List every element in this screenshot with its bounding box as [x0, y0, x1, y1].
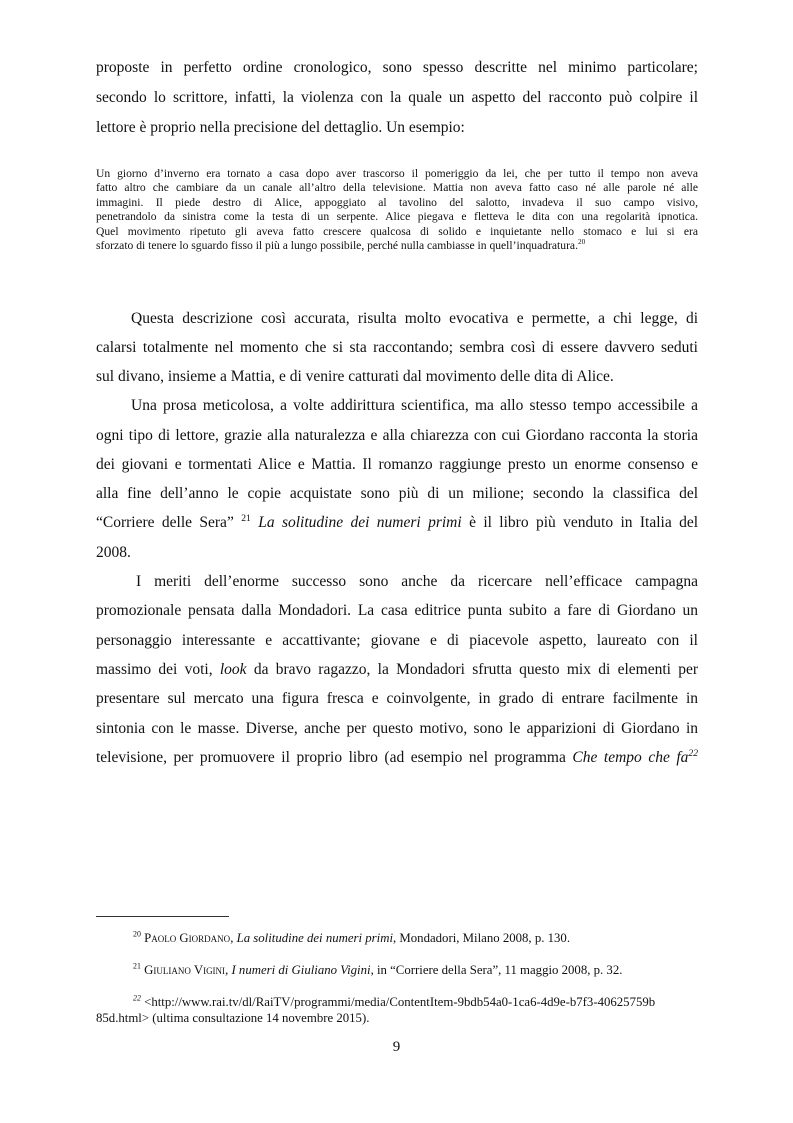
book-title: La solitudine dei numeri primi [258, 514, 462, 531]
body-line: Una prosa meticolosa, a volte addirittura scientifica, ma allo stesso tempo accessibile a [131, 397, 698, 414]
body-line: sul divano, insieme a Mattia, e di venire catturati dal movimento delle dita di Alice. [96, 368, 614, 385]
body-line: secondo lo scrittore, infatti, la violenza con la quale un aspetto del racconto può colpire il [96, 89, 698, 106]
footnote-title: La solitudine dei numeri primi [236, 931, 393, 945]
body-line: calarsi totalmente nel momento che si sta raccontando; sembra così di essere davvero seduti [96, 339, 698, 356]
quote-line: penetrandolo da sinistra come la testa di un serpente. Alice piegava e fletteva le dita con una regolarità ipnotica. [96, 210, 698, 223]
footnote-20: $^{20}$ Paolo Giordano, La solitudine dei numeri primi, Mondadori, Milano 2008, p. 130. [133, 929, 571, 945]
page-number: 9 [392, 1039, 401, 1055]
body-text: massimo dei voti, [96, 661, 213, 678]
footnote-details: , in “Corriere della Sera”, 11 maggio 2008, p. 32. [370, 963, 623, 977]
footnote-separator [96, 916, 229, 917]
body-line: promozionale pensata dalla Mondadori. La casa editrice punta subito a fare di Giordano un [96, 602, 698, 619]
footnote-number-text: 22 [133, 993, 141, 1003]
program-title-text: Che tempo che fa [572, 749, 689, 766]
body-line: sintonia con le masse. Diverse, anche per questo motivo, sono le apparizioni di Giordano in [96, 720, 698, 737]
body-line: dei giovani e tormentati Alice e Mattia. Il romanzo raggiunge presto un enorme consenso e [96, 456, 698, 473]
quote-line: fatto altro che cambiare da un canale all’altro della televisione. Mattia non aveva fatto caso né alle parole né alle [96, 181, 698, 194]
body-line-with-ref [96, 748, 698, 768]
body-line: ogni tipo di lettore, grazie alla naturalezza e alla chiarezza con cui Giordano racconta la storia [96, 427, 698, 444]
footnote-title: I numeri di Giuliano Vigini [231, 963, 371, 977]
quote-line-last [96, 239, 698, 253]
body-text: da bravo ragazzo, la Mondadori sfrutta questo mix di elementi per [253, 661, 699, 678]
emphasis: look [219, 661, 247, 678]
quote-text: sforzato di tenere lo sguardo fisso il più a lungo possibile, perché nulla cambiasse in quell’inquadratura. [96, 239, 578, 252]
footnote-22 [133, 994, 655, 1010]
footnote-details: , Mondadori, Milano 2008, p. 130. [393, 931, 571, 945]
footnote-21: $^{21}$ Giuliano Vigini, I numeri di Giuliano Vigini, in “Corriere della Sera”, 11 maggio 2008, p. 32. [133, 961, 623, 977]
footnote-ref-22[interactable]: 22 [688, 747, 699, 759]
footnote-number [133, 994, 141, 1003]
footnote-number: 21 [133, 961, 141, 971]
quote-line: Quel movimento ripetuto gli aveva fatto crescere qualcosa di solido e inquietante nello stomaco e lui si era [96, 225, 698, 238]
footnote-number: 20 [133, 929, 141, 939]
footnote-ref-20[interactable]: 20 [577, 238, 586, 247]
body-line: alla fine dell’anno le copie acquistate sono più di un milione; secondo la classifica del [96, 485, 698, 502]
footnote-ref-21[interactable]: 21 [241, 512, 251, 524]
quote-line: Un giorno d’inverno era tornato a casa dopo aver trascorso il pomeriggio da lei, che per tutto il tempo non aveva [96, 167, 698, 180]
footnote-url[interactable]: <http://www.rai.tv/dl/RaiTV/programmi/media/ContentItem-9bdb54a0-1ca6-4d9e-b7f3-40625759b [144, 995, 656, 1009]
body-line: 2008. [96, 544, 131, 561]
footnote-22-continuation: 85d.html> (ultima consultazione 14 novembre 2015). [96, 1011, 370, 1025]
body-line-with-ref [96, 513, 698, 533]
footnote-author: Giuliano Vigini [144, 963, 226, 977]
footnote-author: Paolo Giordano [144, 931, 231, 945]
program-title [572, 749, 698, 766]
body-text: televisione, per promuovere il proprio libro (ad esempio nel programma [96, 749, 566, 766]
quote-line: immagini. Il piede destro di Alice, appoggiato al tavolino del salotto, invadeva il suo campo visivo, [96, 196, 698, 209]
body-line: I meriti dell’enorme successo sono anche da ricercare nell’efficace campagna [136, 573, 698, 590]
body-line: Questa descrizione così accurata, risulta molto evocativa e permette, a chi legge, di [131, 310, 698, 327]
body-line: lettore è proprio nella precisione del dettaglio. Un esempio: [96, 119, 465, 136]
body-text: è il libro più venduto in Italia del [469, 514, 699, 531]
newspaper-name: “Corriere delle Sera” [96, 514, 234, 531]
body-line: proposte in perfetto ordine cronologico, sono spesso descritte nel minimo particolare; [96, 59, 698, 76]
body-line: presentare sul mercato una figura fresca e coinvolgente, in grado di entrare facilmente in [96, 690, 698, 707]
body-line: personaggio interessante e accattivante; giovane e di piacevole aspetto, laureato con il [96, 632, 698, 649]
body-line-with-em [96, 660, 698, 680]
